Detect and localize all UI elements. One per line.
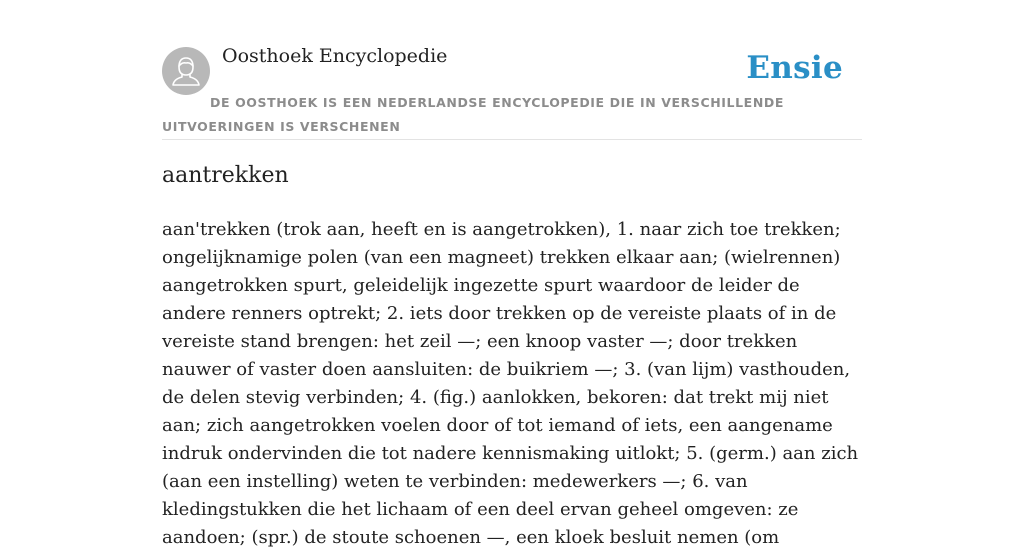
site-tagline: DE OOSTHOEK IS EEN NEDERLANDSE ENCYCLOPEDIE DIE IN VERSCHILLENDE UITVOERINGEN IS VERSCHENEN <box>162 95 784 134</box>
content-container <box>162 0 862 548</box>
avatar[interactable] <box>162 47 210 95</box>
article-body: aan'trekken (trok aan, heeft en is aangetrokken), 1. naar zich toe trekken; ongelijknamige polen (van een magneet) trekken elkaar aan; (wielrennen) aangetrokken spurt, geleidelijk ingezette spurt waardoor de leider de andere renners optrekt; 2. iets door trekken op de vereiste plaats of in de vereiste stand brengen: het zeil —; een knoop vaster —; door trekken nauwer of vaster doen aansluiten: de buikriem —; 3. (van lijm) vasthouden, de delen stevig verbinden; 4. (fig.) aanlokken, bekoren: dat trekt mij niet aan; zich aangetrokken voelen door of tot iemand of iets, een aangename indruk ondervinden die tot nadere kennismaking uitlokt; 5. (germ.) aan zich (aan een instelling) weten te verbinden: medewerkers —; 6. van kledingstukken die het lichaam of een deel ervan geheel omgeven: ze aandoen; (spr.) de stoute schoenen —, een kloek besluit nemen (om <box>162 219 859 548</box>
site-name-link[interactable]: Oosthoek Encyclopedie <box>222 45 448 67</box>
article-title: aantrekken <box>162 163 289 188</box>
brand-logo-link[interactable]: Ensie <box>746 50 843 86</box>
site-header <box>162 0 862 140</box>
user-silhouette-icon <box>162 47 210 95</box>
